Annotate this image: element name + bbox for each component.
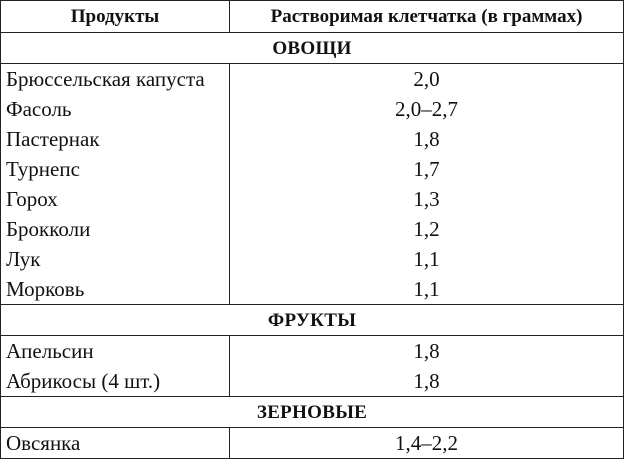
section-fruits xyxy=(1,305,624,336)
fiber-value: 1,8 xyxy=(230,336,624,367)
product-name: Турнепс xyxy=(1,154,230,184)
product-name: Морковь xyxy=(1,274,230,305)
table-row xyxy=(1,214,624,244)
table-row xyxy=(1,94,624,124)
table-row xyxy=(1,124,624,154)
section-title: ЗЕРНОВЫЕ xyxy=(1,397,624,428)
product-name: Лук xyxy=(1,244,230,274)
fiber-value: 1,8 xyxy=(230,366,624,397)
header-fiber: Растворимая клетчатка (в граммах) xyxy=(230,1,624,33)
fiber-value: 1,7 xyxy=(230,154,624,184)
table-row xyxy=(1,366,624,397)
product-name: Овсянка xyxy=(1,428,230,459)
header-product: Продукты xyxy=(1,1,230,33)
fiber-value: 1,8 xyxy=(230,124,624,154)
product-name: Горох xyxy=(1,184,230,214)
section-vegetables xyxy=(1,33,624,64)
table-row xyxy=(1,154,624,184)
table-row xyxy=(1,428,624,459)
product-name: Пастернак xyxy=(1,124,230,154)
table-row xyxy=(1,64,624,95)
table-header-row xyxy=(1,1,624,33)
fiber-value: 1,1 xyxy=(230,274,624,305)
product-name: Брюссельская капуста xyxy=(1,64,230,95)
fiber-value: 1,2 xyxy=(230,214,624,244)
table-row xyxy=(1,274,624,305)
fiber-value: 1,1 xyxy=(230,244,624,274)
fiber-value: 1,4–2,2 xyxy=(230,428,624,459)
section-title: ФРУКТЫ xyxy=(1,305,624,336)
section-title: ОВОЩИ xyxy=(1,33,624,64)
product-name: Брокколи xyxy=(1,214,230,244)
table-row xyxy=(1,244,624,274)
product-name: Апельсин xyxy=(1,336,230,367)
product-name: Абрикосы (4 шт.) xyxy=(1,366,230,397)
product-name: Фасоль xyxy=(1,94,230,124)
table-row xyxy=(1,184,624,214)
section-grains xyxy=(1,397,624,428)
table-row xyxy=(1,336,624,367)
fiber-value: 1,3 xyxy=(230,184,624,214)
fiber-value: 2,0 xyxy=(230,64,624,95)
fiber-value: 2,0–2,7 xyxy=(230,94,624,124)
